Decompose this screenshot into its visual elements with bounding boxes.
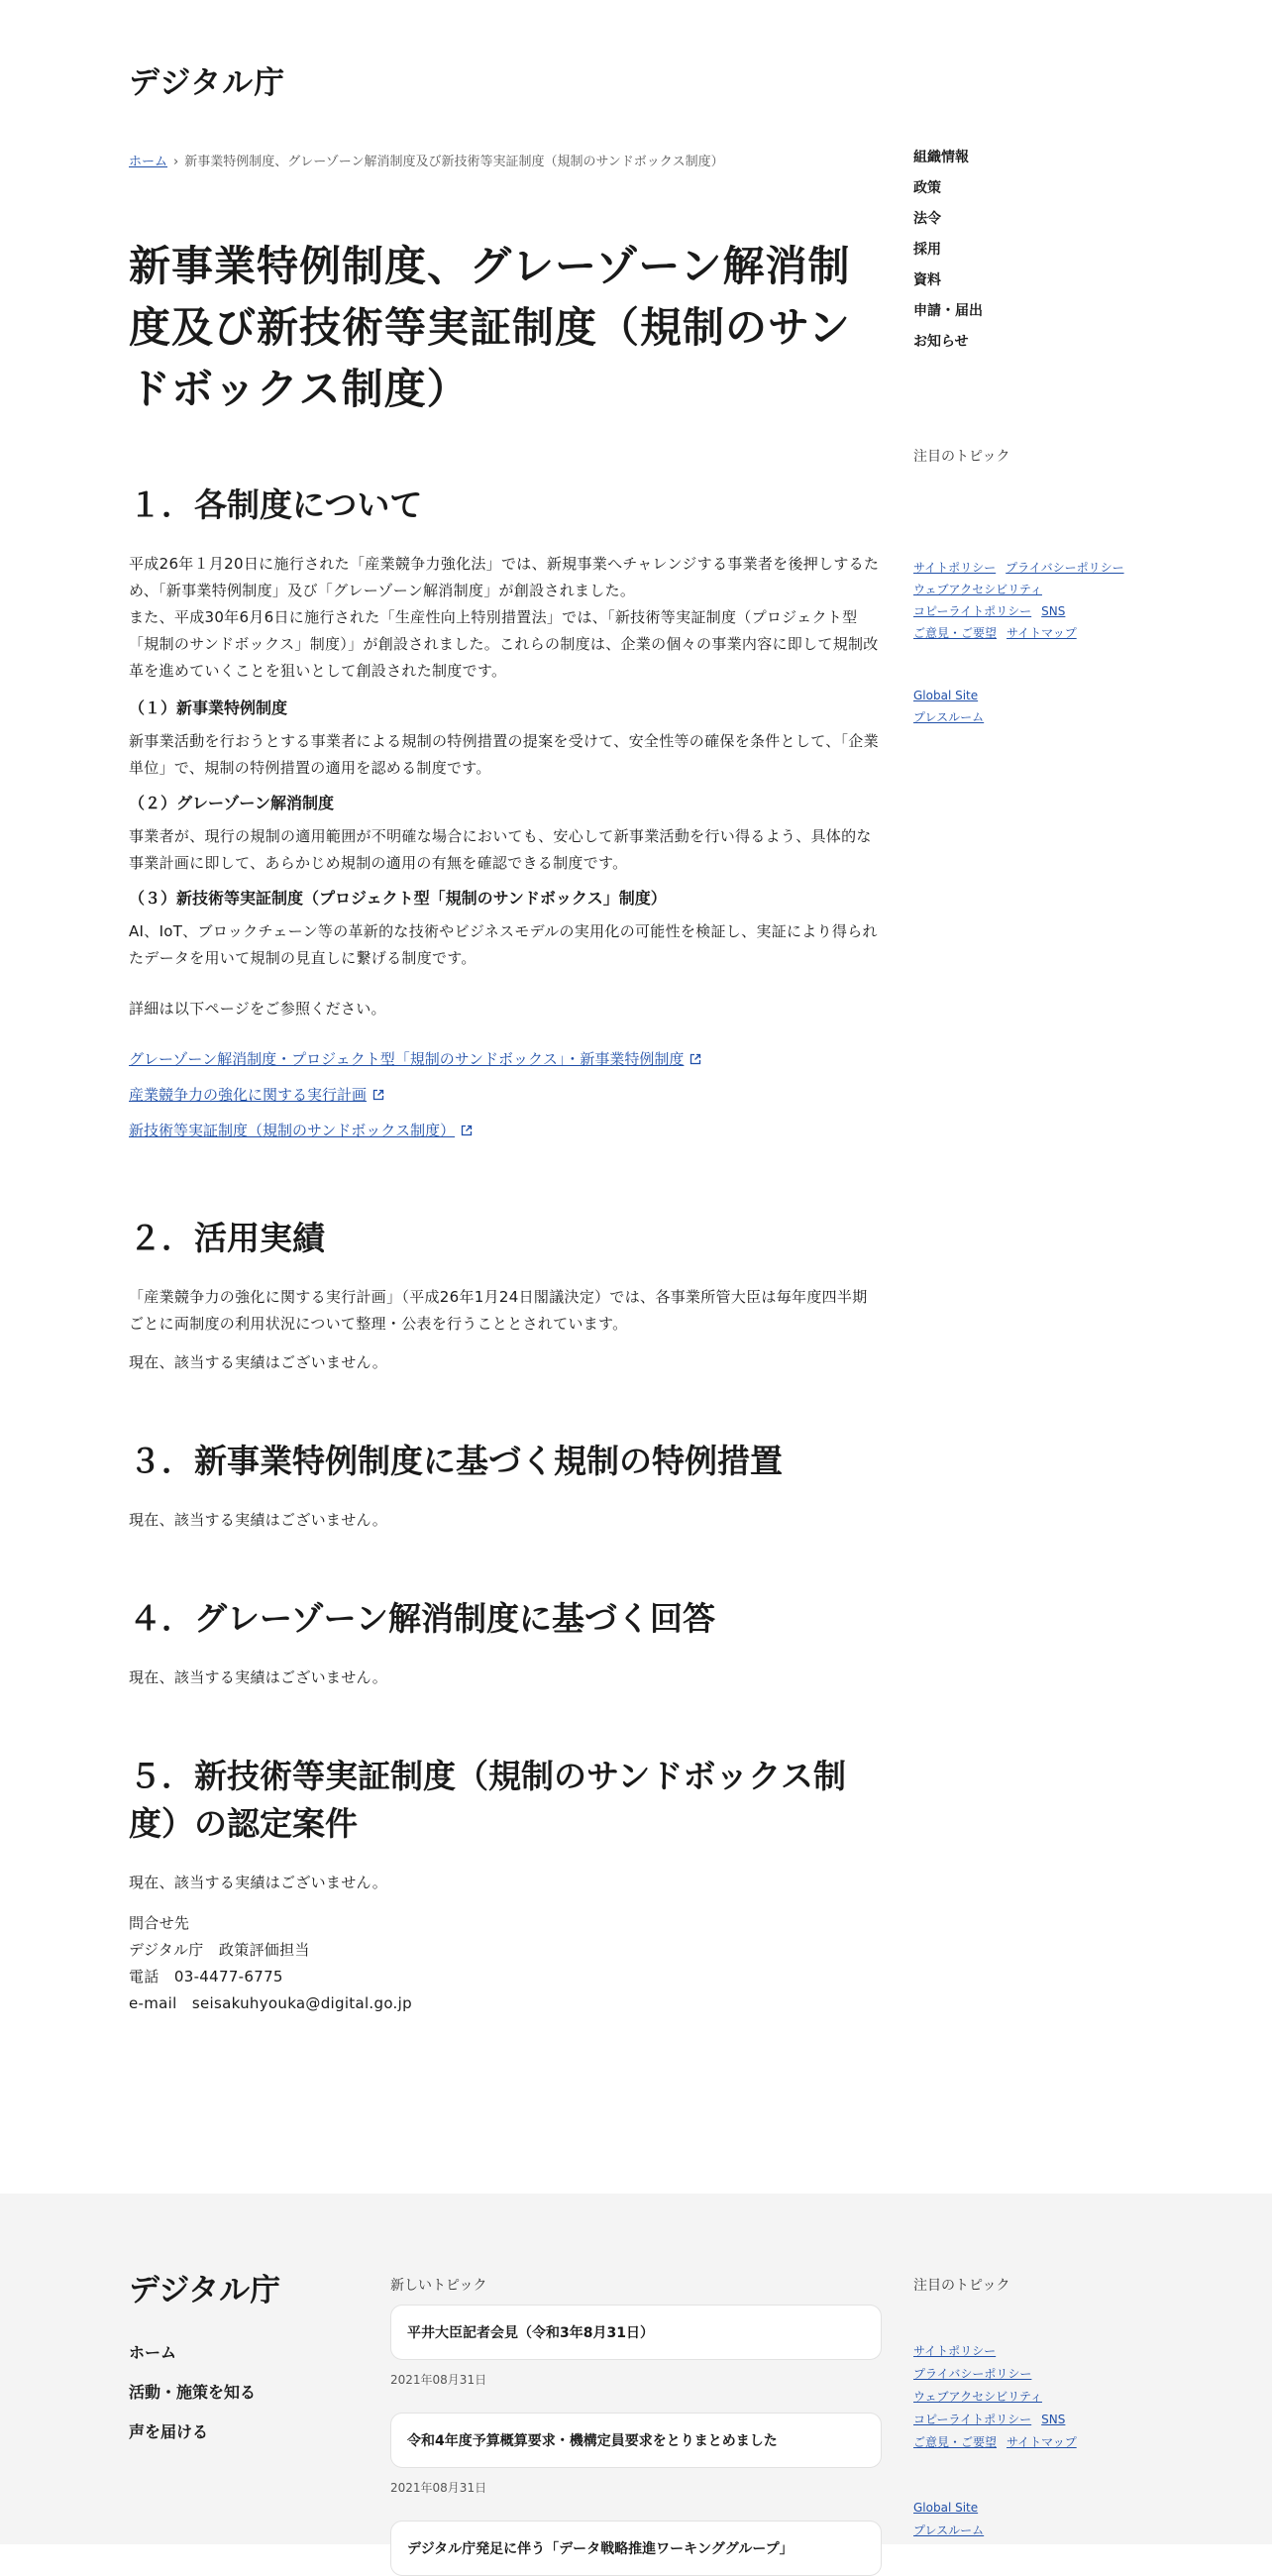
external-link-icon <box>372 1089 384 1101</box>
systems-intro-2: また、平成30年6月6日に施行された「生産性向上特別措置法」では、「新技術等実証制度（プロジェクト型「規制のサンドボックス」制度）」が創設されました。これらの制度は、企業の個々の事業内容に即して規制改革を進めていくことを狙いとして創設された制度です。 <box>129 608 879 680</box>
contact-email: e-mail seisakuhyouka@digital.go.jp <box>129 1994 412 2012</box>
certified-cases-none: 現在、該当する実績はございません。 <box>129 1874 388 1891</box>
grayzone-desc: 事業者が、現行の規制の適用範囲が不明確な場合においても、安心して新事業活動を行い得るよう、具体的な事業計画に即して、あらかじめ規制の適用の有無を確認できる制度です。 <box>129 827 872 872</box>
section-heading-grayzone-answers: ４．グレーゾーン解消制度に基づく回答 <box>129 1599 716 1638</box>
footer-policy-links <box>913 2340 1171 2454</box>
news-item[interactable]: 平井大臣記者会見（令和3年8月31日） <box>390 2305 882 2360</box>
side-policy-links <box>913 557 1171 644</box>
external-links <box>129 1046 882 1153</box>
side-link-global-site[interactable]: Global Site <box>913 689 979 702</box>
main-content <box>129 236 882 2017</box>
footer-link-feedback[interactable]: ご意見・ご要望 <box>913 2435 998 2449</box>
systems-intro: 平成26年１月20日に施行された「産業競争力強化法」では、新規事業へチャレンジする事業者を後押しするため、「新事業特例制度」及び「グレーゾーン解消制度」が創設されました。 <box>129 555 880 599</box>
breadcrumb <box>129 151 724 169</box>
section-heading-results: ２．活用実績 <box>129 1219 325 1257</box>
side-link-privacy-policy[interactable]: プライバシーポリシー <box>1006 561 1124 575</box>
section-heading-systems: １．各制度について <box>129 485 423 524</box>
news-item[interactable]: 令和4年度予算概算要求・機構定員要求をとりまとめました <box>390 2413 882 2468</box>
side-nav-item-policy[interactable]: 政策 <box>913 180 941 196</box>
news-date: 2021年08月31日 <box>390 2481 487 2495</box>
chevron-right-icon: › <box>173 155 179 169</box>
side-link-sns[interactable]: SNS <box>1041 604 1066 618</box>
footer-logo[interactable]: デジタル庁 <box>129 2273 281 2308</box>
contact-org: デジタル庁 政策評価担当 <box>129 1941 310 1959</box>
site-logo[interactable]: デジタル庁 <box>129 65 286 101</box>
results-none: 現在、該当する実績はございません。 <box>129 1353 388 1371</box>
side-global-links <box>913 685 1171 728</box>
side-link-site-policy[interactable]: サイトポリシー <box>913 561 997 575</box>
news-date: 2021年08月31日 <box>390 2373 487 2387</box>
side-link-press-room[interactable]: プレスルーム <box>913 710 985 724</box>
footer-nav-home[interactable]: ホーム <box>129 2343 177 2362</box>
side-link-copyright-policy[interactable]: コピーライトポリシー <box>913 604 1032 618</box>
side-nav-item-resources[interactable]: 資料 <box>913 272 941 288</box>
external-link-icon <box>461 1125 473 1136</box>
breadcrumb-home-link[interactable]: ホーム <box>129 155 168 169</box>
link-action-plan[interactable]: 産業競争力の強化に関する実行計画 <box>129 1082 384 1109</box>
link-grayzone-sandbox[interactable]: グレーゾーン解消制度・プロジェクト型「規制のサンドボックス」・新事業特例制度 <box>129 1046 701 1073</box>
side-nav-item-applications[interactable]: 申請・届出 <box>913 303 983 319</box>
section-heading-special-measures: ３．新事業特例制度に基づく規制の特例措置 <box>129 1442 783 1480</box>
results-desc: 「産業競争力の強化に関する実行計画」（平成26年1月24日閣議決定）では、各事業所管大臣は毎年度四半期ごとに両制度の利用状況について整理・公表を行うこととされています。 <box>129 1288 868 1333</box>
footer-link-sitemap[interactable]: サイトマップ <box>1007 2435 1077 2449</box>
special-measures-none: 現在、該当する実績はございません。 <box>129 1511 388 1529</box>
news-list <box>390 2305 882 2576</box>
footer-link-press-room[interactable]: プレスルーム <box>913 2523 985 2537</box>
new-business-desc: 新事業活動を行おうとする事業者による規制の特例措置の提案を受けて、安全性等の確保を条件として、「企業単位」で、規制の特例措置の適用を認める制度です。 <box>129 732 879 777</box>
footer <box>0 2194 1272 2557</box>
footer-global-links <box>913 2497 1171 2542</box>
page-title: 新事業特例制度、グレーゾーン解消制度及び新技術等実証制度（規制のサンドボックス制度） <box>129 242 851 413</box>
grayzone-answers-none: 現在、該当する実績はございません。 <box>129 1668 388 1686</box>
footer-nav-activities[interactable]: 活動・施策を知る <box>129 2383 257 2402</box>
footer-nav-feedback[interactable]: 声を届ける <box>129 2422 209 2441</box>
footer-link-privacy-policy[interactable]: プライバシーポリシー <box>913 2367 1032 2381</box>
contact-tel: 電話 03-4477-6775 <box>129 1968 283 1986</box>
footer-link-global-site[interactable]: Global Site <box>913 2501 979 2515</box>
side-link-feedback[interactable]: ご意見・ご要望 <box>913 626 998 640</box>
side-nav-item-news[interactable]: お知らせ <box>913 334 969 350</box>
side-nav-item-laws[interactable]: 法令 <box>913 211 941 227</box>
subheading-sandbox: （３）新技術等実証制度（プロジェクト型「規制のサンドボックス」制度） <box>129 889 667 908</box>
footer-link-site-policy[interactable]: サイトポリシー <box>913 2344 997 2358</box>
footer-link-copyright-policy[interactable]: コピーライトポリシー <box>913 2413 1032 2426</box>
news-item[interactable]: デジタル庁発足に伴う「データ戦略推進ワーキンググループ」 <box>390 2521 882 2576</box>
footer-topics-heading: 注目のトピック <box>913 2278 1010 2294</box>
link-new-tech-sandbox[interactable]: 新技術等実証制度（規制のサンドボックス制度） <box>129 1118 473 1144</box>
subheading-grayzone: （２）グレーゾーン解消制度 <box>129 794 335 812</box>
subheading-new-business: （１）新事業特例制度 <box>129 698 288 717</box>
section-heading-certified-cases: ５．新技術等実証制度（規制のサンドボックス制度）の認定案件 <box>129 1757 847 1843</box>
breadcrumb-current: 新事業特例制度、グレーゾーン解消制度及び新技術等実証制度（規制のサンドボックス制度） <box>184 155 724 169</box>
footer-link-web-accessibility[interactable]: ウェブアクセシビリティ <box>913 2390 1042 2404</box>
contact-block <box>129 1910 882 2017</box>
news-heading: 新しいトピック <box>390 2278 487 2294</box>
side-link-web-accessibility[interactable]: ウェブアクセシビリティ <box>913 583 1042 596</box>
external-link-icon <box>689 1053 701 1065</box>
contact-label: 問合せ先 <box>129 1914 190 1932</box>
side-topics-heading: 注目のトピック <box>913 449 1010 465</box>
side-nav <box>913 147 1161 362</box>
footer-link-sns[interactable]: SNS <box>1041 2413 1066 2426</box>
footer-nav <box>129 2340 256 2459</box>
side-link-sitemap[interactable]: サイトマップ <box>1007 626 1077 640</box>
sandbox-desc: AI、IoT、ブロックチェーン等の革新的な技術やビジネスモデルの実用化の可能性を検証し、実証により得られたデータを用いて規制の見直しに繋げる制度です。 <box>129 922 878 967</box>
side-nav-item-organization[interactable]: 組織情報 <box>913 150 969 165</box>
side-nav-item-recruit[interactable]: 採用 <box>913 242 941 258</box>
details-note: 詳細は以下ページをご参照ください。 <box>129 1000 386 1018</box>
